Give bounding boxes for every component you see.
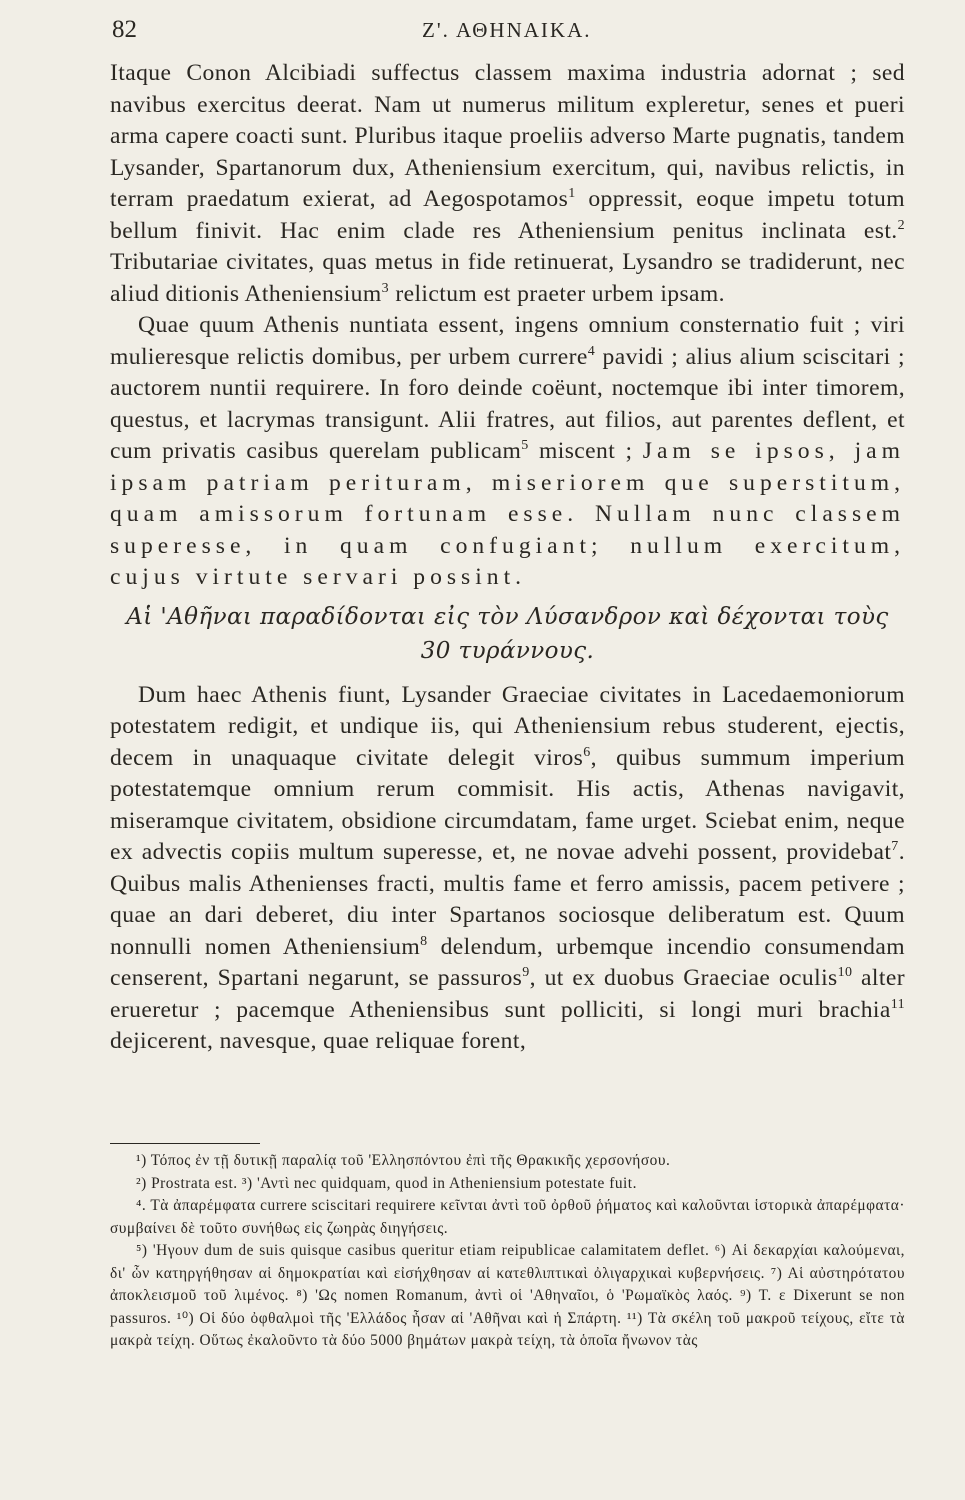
paragraph-1: Itaque Conon Alcibiadi suffectus classem maxima industria adornat ; sed navibus exercitus deerat. Nam ut numerus militum expleretur, senes et pueri arma capere coacti sunt. Pluribus itaque proeliis adverso Marte pugnatis, tandem Lysander, Spartanorum dux, Atheniensium exercitum, qui, navibus relictis, in terram praedatum exierat, ad Aegospotamos$^1$ oppressit, eoque impetu totum bellum finivit. Hac enim clade res Atheniensium penitus inclinata est.$^2$ Tributariae civitates, quas metus in fide retinuerat, Lysandro se tradiderunt, nec aliud ditionis Atheniensium$^3$ relictum est praeter urbem ipsam. <box>110 60 905 307</box>
footnote-ref-8: 8 <box>420 933 428 949</box>
footnote-ref-1: 1 <box>568 186 576 201</box>
footnote-ref-9: 9 <box>522 965 530 980</box>
body-text <box>110 58 905 1058</box>
footnote-2-3: ²) Prostrata est. ³) 'Αντὶ nec quidquam, quod in Atheniensium potestate fuit. <box>136 1174 637 1192</box>
footnote-ref-10: 10 <box>837 965 853 980</box>
footnote-ref-2: 2 <box>897 217 905 233</box>
page-header <box>112 16 903 52</box>
footnote-5-11: ⁵) 'Ηγουν dum de suis quisque casibus queritur etiam reipublicae calamitatem deflet. ⁶) Αἱ δεκαρχίαι καλούμεναι, δι' ὧν κατηργήθησαν αἱ δημοκρατίαι καὶ εἰσήχθησαν αἱ κατεθλιπτικαὶ ὀλιγαρχικαὶ κυβερνήσεις. ⁷) Αἱ αὐστηρότατου ἀποκλεισμοῦ τοῦ λιμένος. ⁸) 'Ως nomen Romanum, ἀντὶ οἱ 'Αθηναῖοι, ὁ 'Ρωμαϊκὸς λαός. ⁹) Τ. ε Dixerunt se non passuros. ¹⁰) Οἱ δύο ὀφθαλμοὶ τῆς 'Ελλάδος ἦσαν αἱ 'Αθῆναι καὶ ἡ Σπάρτη. ¹¹) Τὰ σκέλη τοῦ μακροῦ τείχους, εἴτε τὰ μακρὰ τείχη. Οὕτως ἐκαλοῦντο τὰ δύο 5000 βημάτων μακρὰ τείχη, τὰ ὁποῖα ἤνωνον τὰς <box>110 1242 905 1349</box>
footnote-ref-6: 6 <box>583 744 591 760</box>
footnote-ref-5: 5 <box>521 438 529 453</box>
spaced-emphasis: Jam se ipsos, jam ipsam patriam perituram, miseriorem que superstitum, quam amissorum fortunam esse. Nullam nunc classem superesse, in quam confugiant; nullum exercitum, cujus virtute servari possint. <box>110 438 905 590</box>
running-head: Ζ'. ΑΘΗΝΑΙΚΑ. <box>422 18 592 42</box>
footnote-1: ¹) Τόπος ἐν τῇ δυτικῇ παραλίᾳ τοῦ 'Ελλησπόντου ἐπὶ τῆς Θρακικῆς χερσονήσου. <box>136 1152 671 1169</box>
footnotes <box>110 1150 905 1353</box>
footnote-ref-11: 11 <box>890 996 905 1012</box>
paragraph-2: Quae quum Athenis nuntiata essent, ingens omnium consternatio fuit ; viri mulieresque relictis domibus, per urbem currere$^4$ pavidi ; alius alium sciscitari ; auctorem nuntii requirere. In foro deinde coëunt, noctemque ibi inter timorem, questus, et lacrymas transigunt. Alii fratres, aut filios, aut parentes deflent, et cum privatis casibus querelam publicam$^5$ miscent ; Jam se ipsos, jam ipsam patriam perituram, miseriorem que superstitum, quam amissorum fortunam esse. Nullam nunc classem superesse, in quam confugiant; nullum exercitum, cujus virtute servari possint. <box>110 312 905 590</box>
footnote-ref-4: 4 <box>587 343 596 359</box>
footnote-divider <box>110 1143 260 1144</box>
footnote-ref-7: 7 <box>891 839 899 854</box>
paragraph-3: Dum haec Athenis fiunt, Lysander Graeciae civitates in Lacedaemoniorum potestatem redigit, et undique iis, qui Atheniensium rebus studerent, ejectis, decem in unaquaque civitate delegit viros$^6$, quibus summum imperium potestatemque omnium rerum commisit. His actis, Athenas navigavit, miseramque civitatem, obsidione circumdatam, fame urget. Sciebat enim, neque ex advectis copiis multum superesse, et, ne novae advehi possent, providebat$^7$. Quibus malis Athenienses fracti, multis fame et ferro amissis, pacem petivere ; quae an dari deberet, diu inter Spartanos sociosque deliberatum est. Quum nonnulli nomen Atheniensium$^8$ delendum, urbemque incendio consumendam censerent, Spartani negarunt, se passuros$^9$, ut ex duobus Graeciae oculis$^{10}$ alter erueretur ; pacemque Atheniensibus sunt polliciti, si longi muri brachia$^{11}$ dejicerent, navesque, quae reliquae forent, <box>110 681 906 1054</box>
section-heading: Αἱ 'Αθῆναι παραδίδονται εἰς τὸν Λύσανδρον καὶ δέχονται τοὺς 30 τυράννους. <box>126 603 889 664</box>
footnote-ref-3: 3 <box>381 280 390 296</box>
footnote-4: ⁴. Τὰ ἀπαρέμφατα currere sciscitari requirere κεῖνται ἀντὶ τοῦ ὀρθοῦ ῥήματος καὶ καλοῦνται ἱστορικὰ ἀπαρέμφατα· συμβαίνει δὲ τοῦτο συνήθως εἰς ζωηρὰς διηγήσεις. <box>110 1197 905 1237</box>
page-number: 82 <box>112 16 137 43</box>
